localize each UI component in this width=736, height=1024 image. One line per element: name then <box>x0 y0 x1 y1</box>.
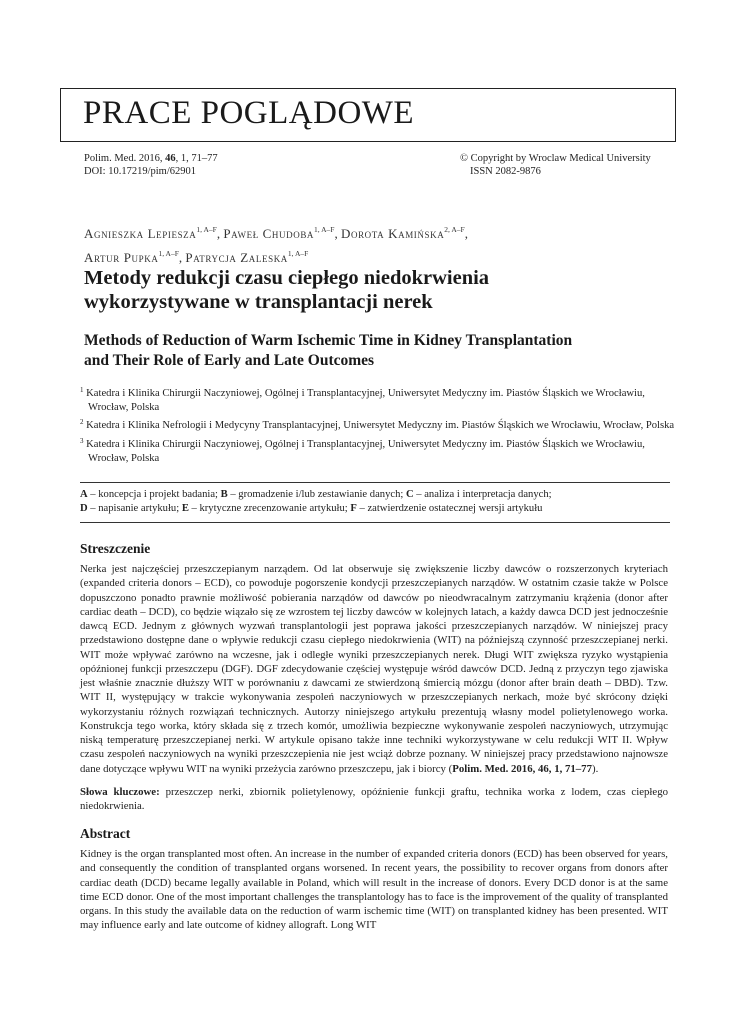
affiliation-text: Katedra i Klinika Nefrologii i Medycyny Transplantacyjnej, Uniwersytet Medyczny im. Piastów Śląskich we Wrocławiu, Wrocław, Polska <box>86 420 675 432</box>
affiliation-list <box>80 383 680 466</box>
contrib-text: – zatwierdzenie ostatecznej wersji artykułu <box>356 502 543 514</box>
title-en-line: Methods of Reduction of Warm Ischemic Time in Kidney Transplantation <box>84 332 573 349</box>
section-title: PRACE POGLĄDOWE <box>83 95 415 131</box>
contrib-text: – napisanie artykułu; <box>87 502 182 514</box>
contrib-key: F <box>350 502 357 514</box>
citation-suffix: , 1, 71–77 <box>175 153 218 164</box>
contrib-text: – krytyczne zrecenzowanie artykułu; <box>188 502 351 514</box>
author-separator: , <box>178 250 186 265</box>
streszczenie-text: Nerka jest najczęściej przeszczepianym narządem. Od lat obserwuje się zwiększenie liczby dawców o rozszerzonych kryteriach (expanded criteria donors – ECD), co powoduje pogorszenie kondycji przeszczepianych narządów. W ostatnim czasie także w Polsce dopuszczono ponadto prawnie możliwość pobierania narządów od dawców po nieodwracalnym zatrzymaniu krążenia (donor after cardiac death – DCD), co będzie wiązało się ze wzrostem tej liczby dawców w kolejnych latach, a każdy dawca DCD jest jednocześnie dawcą ECD. Jednym z głównych wyzwań transplantologii jest poprawa jakości przeszczepianych narządów. W niniejszej pracy przedstawiono dostępne dane o wpływie redukcji czasu ciepłego niedokrwienia (WIT) na późniejszą czynność przeszczepianej nerki. WIT może wpływać zarówno na wczesne, jak i odległe wyniki przeszczepianych nerek. Długi WIT zwiększa ryzyko wystąpienia opóźnionej funkcji przeszczepu (DGF). DGF zdecydowanie częściej występuje wśród dawców DCD. Jedną z przyczyn tego zjawiska jest właśnie znacznie dłuższy WIT w porównaniu z dawcami ze stwierdzoną śmiercią mózgu (donor after brain death – DBD). Tzw. WIT II, występujący w trakcie wykonywania zespoleń naczyniowych w przeszczepianych nerkach, może być skrócony dzięki wykorzystaniu różnych rozwiązań technicznych. Autorzy niniejszego artykułu prezentują własny model polietylenowego worka. Konstrukcja tego worka, który składa się z trzech komór, umożliwia bezpieczne wykonywanie zespoleń naczyniowych, utrzymując niską temperaturę przeszczepianej nerki. W artykule opisano także inne techniki wykorzystywane w celu redukcji WIT II. Wpływ czasu zespoleń naczyniowych na wyniki przeszczepienia nie jest wciąż dobrze poznany. W niniejszej pracy przedstawiono najnowsze dane dotyczące wpływu WIT na wyniki przeżycia zarówno przeszczepu, jak i biorcy ( <box>80 563 668 775</box>
streszczenie-heading: Streszczenie <box>80 541 151 556</box>
section-header-box <box>60 88 676 142</box>
author-separator: , <box>334 226 341 241</box>
author-affiliation-sup: 2, A–F <box>444 225 465 234</box>
keywords-label: Słowa kluczowe: <box>80 786 160 798</box>
title-pl-line: wykorzystywane w transplantacji nerek <box>84 291 433 313</box>
abstract-heading: Abstract <box>80 826 131 841</box>
contrib-key: D <box>80 502 88 514</box>
affiliation-item <box>80 383 680 415</box>
author-name: Artur Pupka <box>84 250 159 265</box>
author-affiliation-sup: 1, A–F <box>196 225 217 234</box>
citation-prefix: Polim. Med. 2016, <box>84 153 166 164</box>
author-name: Paweł Chudoba <box>223 226 315 241</box>
author-name: Agnieszka Lepiesza <box>84 226 197 241</box>
abstract-body: Kidney is the organ transplanted most often. An increase in the number of expanded criteria donors (ECD) has been observed for years, and consequently the condition of transplanted organs worsened. In recent years, the possibility to recover organs from donors after cardiac death (DCD) became legally available in Poland, which will result in the increase of donors. Every DCD donor is at the same time ECD donor. One of the most important challenges the transplantology has to face is the improvement of the quality of transplanted organs. In this study the available data on the reduction of warm ischemic time (WIT) on transplanted kidney has been presented. WIT may influence early and late outcome of kidney allograft. Long WIT <box>80 848 668 932</box>
contribution-legend <box>80 488 680 515</box>
author-line-2 <box>84 244 684 268</box>
streszczenie-text-end: ). <box>591 762 599 775</box>
title-pl-line: Metody redukcji czasu ciepłego niedokrwienia <box>84 267 490 289</box>
article-title-english <box>84 331 664 371</box>
contrib-key: B <box>220 489 228 500</box>
contrib-top-rule <box>80 482 670 483</box>
contrib-line-2 <box>80 502 680 516</box>
contrib-line-1 <box>80 488 680 502</box>
contrib-key: E <box>181 502 189 514</box>
contrib-key: A <box>80 489 88 500</box>
streszczenie-citation: Polim. Med. 2016, 46, 1, 71–77 <box>452 762 592 775</box>
author-affiliation-sup: 1, A–F <box>314 225 335 234</box>
affiliation-item <box>80 434 680 466</box>
issn: ISSN 2082-9876 <box>470 166 541 177</box>
affiliation-number: 3 <box>80 436 84 445</box>
author-name: Dorota Kamińska <box>340 226 445 241</box>
affiliation-number: 2 <box>80 418 84 427</box>
contrib-text: – analiza i interpretacja danych; <box>413 489 552 500</box>
contrib-text: – gromadzenie i/lub zestawianie danych; <box>227 489 406 500</box>
author-affiliation-sup: 1, A–F <box>287 249 309 258</box>
author-separator: , <box>216 226 224 241</box>
affiliation-text: Katedra i Klinika Chirurgii Naczyniowej, Ogólnej i Transplantacyjnej, Uniwersytet Medyczny im. Piastów Śląskich we Wrocławiu, Wrocław, Polska <box>86 388 645 414</box>
keywords-text: przeszczep nerki, zbiornik polietylenowy, opóźnienie funkcji graftu, technika worka z lodem, czas ciepłego niedokrwienia. <box>80 786 668 813</box>
article-title-polish <box>84 266 644 314</box>
affiliation-item <box>80 415 680 433</box>
copyright-block <box>460 152 651 178</box>
contrib-bottom-rule <box>80 522 670 523</box>
affiliation-number: 1 <box>80 386 84 394</box>
title-en-line: and Their Role of Early and Late Outcomes <box>84 352 375 369</box>
keywords-paragraph <box>80 785 668 814</box>
contrib-key: C <box>405 489 414 500</box>
author-separator: , <box>464 226 468 241</box>
author-affiliation-sup: 1, A–F <box>158 249 179 258</box>
author-list <box>84 220 684 268</box>
streszczenie-body <box>80 562 668 776</box>
contrib-text: – koncepcja i projekt badania; <box>87 489 221 500</box>
doi: DOI: 10.17219/pim/62901 <box>84 166 196 177</box>
copyright: © Copyright by Wroclaw Medical University <box>460 153 651 164</box>
affiliation-text: Katedra i Klinika Chirurgii Naczyniowej, Ogólnej i Transplantacyjnej, Uniwersytet Medyczny im. Piastów Śląskich we Wrocławiu, Wrocław, Polska <box>86 438 645 464</box>
author-line-1 <box>84 220 684 244</box>
journal-citation-block <box>84 152 218 178</box>
author-name: Patrycja Zaleska <box>185 250 288 265</box>
citation-volume: 46 <box>165 153 176 164</box>
journal-citation <box>84 152 218 165</box>
